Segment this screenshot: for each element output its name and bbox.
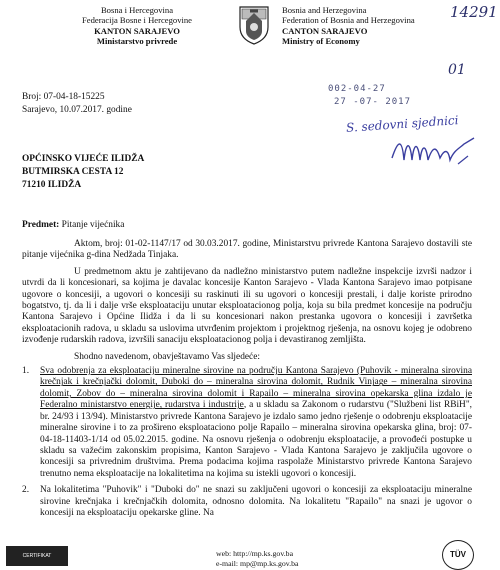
subject-line — [22, 220, 124, 231]
header-left-federation: Federacija Bosne i Hercegovine — [81, 15, 192, 26]
received-stamp-code: 002-04-27 — [328, 84, 386, 94]
footer-web: web: http://mp.ks.gov.ba — [216, 549, 294, 558]
header-right-ministry: Ministry of Economy — [282, 36, 360, 47]
stamp-handwritten-number: 01 — [448, 62, 466, 78]
footer-cert-right-text: TÜV — [450, 550, 466, 559]
recipient-block — [22, 153, 144, 192]
reference-number: Broj: 07-04-18-15225 — [22, 92, 105, 102]
paragraph-1-text: Aktom, broj: 01-02-1147/17 od 30.03.2017. godine, Ministarstvu privrede Kantona Sarajevo dostavili ste pitanje vijećnika g-dina Nedžada Tinjaka. — [22, 239, 472, 261]
header-right-federation: Federation of Bosnia and Herzegovina — [282, 15, 415, 26]
recipient-city: 71210 ILIDŽA — [22, 180, 82, 190]
subject-label: Predmet: — [22, 220, 60, 230]
header-right-canton: CANTON SARAJEVO — [282, 25, 368, 36]
footer-cert-badge-left — [6, 546, 68, 566]
paragraph-2 — [22, 267, 472, 347]
paragraph-1 — [22, 239, 472, 262]
list-item-2-body: Na lokalitetima "Puhovik" i "Duboki do" ne snazi su zaključeni ugovori o koncesiji za eksploataciju mineralne sirovine krečnjaka i krečnjačkih dolomita, odnosno dolomita. Na lokalitetu "Rapailo" na snazi je ugovor o koncesiji na eksploataciju opekarske gline. Na — [40, 485, 472, 518]
reference-date: Sarajevo, 10.07.2017. godine — [22, 105, 132, 115]
paragraph-3-text: Shodno navedenom, obavještavamo Vas sljedeće: — [74, 351, 260, 362]
subject-text: Pitanje vijećnika — [59, 220, 125, 230]
header-right-country: Bosnia and Herzegovina — [282, 5, 367, 15]
canton-emblem — [238, 5, 270, 45]
list-item-1-number: 1. — [22, 366, 30, 377]
letter-body — [22, 239, 472, 519]
footer-cert-left-text: CERTIFIKAT — [22, 553, 52, 559]
header-left — [62, 5, 212, 47]
handwritten-number: 14291 — [450, 3, 498, 21]
received-stamp-date: 27 -07- 2017 — [334, 97, 412, 107]
footer-email: e-mail: mp@mp.ks.gov.ba — [216, 558, 299, 568]
recipient-name: OPĆINSKO VIJEĆE ILIDŽA — [22, 154, 145, 164]
list-item-1-rest: , a u skladu sa Zakonom o rudarstvu ("Službeni list RBiH", br. 24/93 i 13/94). Ministarstvo privrede Kantona Sarajevo je izdalo samo jedno rješenje o odobrenju eksploatacije mineralne sirovine i to za prošireno eksploataciono polje Rapailo – mineralna sirovina opekarska glina, broj: 07-04-18-11403-1/14 od 05.02.2015. godine. Na osnovu rješenja o odobrenju eksploatacije, a provođeći postupke u skladu sa važećim zakonskim propisima, Kanton Sarajevo - Vlada Kantona Sarajevo je zaključila ugovore o koncesiji sa privrednim društvima. Prema podacima kojima raspolaže Ministarstvo privrede Kantona Sarajevo trenutno nema eksploatacije na lokalitetima na kojima su istekli ugovori o koncesiji. — [40, 400, 472, 479]
header-left-country: Bosna i Hercegovina — [100, 5, 174, 15]
list-item-2 — [22, 485, 472, 519]
handwritten-note: S. sedovni sjednici — [345, 113, 459, 135]
signature-scribble — [388, 130, 478, 172]
footer-contact — [216, 549, 298, 568]
header-left-canton: KANTON SARAJEVO — [94, 25, 180, 36]
coat-of-arms-icon — [238, 5, 270, 45]
recipient-street: BUTMIRSKA CESTA 12 — [22, 167, 124, 177]
list-item-2-number: 2. — [22, 485, 30, 496]
header-left-ministry: Ministarstvo privrede — [96, 36, 178, 47]
list-item-1-underlined: Sva odobrenja za eksploataciju mineralne sirovine na području Kantona Sarajevo (Puhovik - mineralna sirovina krečnjak i krečnjački dolomit, Duboki do – mineralna sirovina dolomit, Rudnik Vinjage – mineralna sirovina dolomit, Zobov do – mineralna sirovina dolomit i Rapailo – mineralna sirovina opekarska glina izdalo je Federalno ministarstvo energije, rudarstva i industrije — [40, 366, 472, 411]
paragraph-2-text: U predmetnom aktu je zahtijevano da nadležno ministarstvo putem nadležne inspekcije izvrši nadzor i utvrdi da li koncesionari, sa kojima je davalac koncesije Kanton Sarajevo - Vlada Kantona Sarajevo imao potpisane ugovore o koncesiji, a ugovori o koncesiji su raskinuti ili su ugovori o koncesiji prestali, i dalje koriste prirodno bogatstvo, tj. da li i dalje vrše eksploataciju unutar eksploatacionog polja, koja su bila predmet koncesije na području Kantona Sarajevo i Općine Ilidža i da li su koncesionari nakon prestanka ugovora o koncesiji i završetka eksploatacionih radova, u skladu sa uslovima utvrđenim projektom i projektnog rješenja, na osnovu kojeg je odobreno izvođenje rudarskih radova, izvršili sanaciju eksploatacionog polja i devastiranog zemljišta. — [22, 266, 472, 346]
list-item-1 — [22, 366, 472, 485]
footer-cert-badge-right — [442, 540, 474, 570]
list-item-1-body — [40, 366, 472, 480]
header-right — [282, 5, 442, 47]
paragraph-3 — [22, 352, 472, 363]
